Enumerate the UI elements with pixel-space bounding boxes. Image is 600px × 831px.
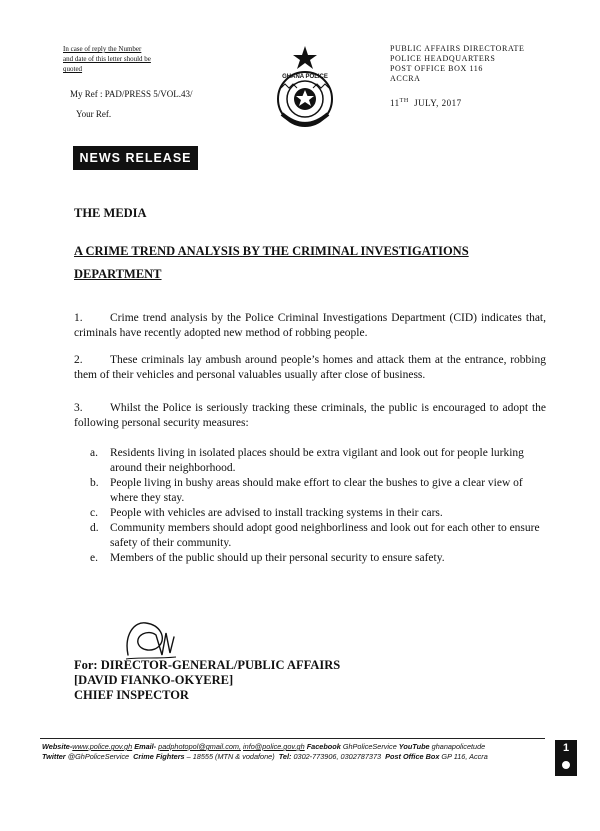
list-marker: d. <box>90 522 99 534</box>
page-number: 1 <box>562 742 570 754</box>
headquarters-address <box>390 44 524 84</box>
list-item-text: Members of the public should up their personal security to ensure safety. <box>110 552 445 564</box>
page-number-tab <box>555 740 577 776</box>
youtube-label: YouTube <box>398 742 430 751</box>
po-box-value: GP 116, Accra <box>441 752 488 761</box>
crime-fighters-number: – 18555 (MTN & vodafone) <box>186 752 275 761</box>
paragraph-number: 3. <box>74 402 83 414</box>
list-marker: b. <box>90 477 99 489</box>
facebook-label: Facebook <box>306 742 341 751</box>
email-label: Email- <box>134 742 157 751</box>
paragraph <box>74 311 546 341</box>
signatory-rank: CHIEF INSPECTOR <box>74 688 189 702</box>
list-marker: e. <box>90 552 98 564</box>
list-item <box>90 476 545 506</box>
date-month-year: JULY, 2017 <box>414 98 462 108</box>
crime-fighters-label: Crime Fighters <box>133 752 185 761</box>
address-line: PUBLIC AFFAIRS DIRECTORATE <box>390 44 525 53</box>
list-item <box>90 506 545 521</box>
signatory-name: [DAVID FIANKO-OKYERE] <box>74 673 234 687</box>
reference-note: In case of reply the Number and date of this letter should be quoted <box>63 45 151 73</box>
contact-footer <box>42 742 550 762</box>
paragraph <box>74 353 546 383</box>
website-link[interactable]: www.police.gov.gh <box>72 742 133 751</box>
list-marker: a. <box>90 447 98 459</box>
po-box-label: Post Office Box <box>385 752 440 761</box>
paragraph-text: These criminals lay ambush around people’s homes and attack them at the entrance, robbing them of their vehicles and personal valuables usually after close of business. <box>74 354 546 381</box>
list-item-text: People living in bushy areas should make effort to clear the bushes to give a clear view of where they stay. <box>110 477 523 504</box>
your-reference: Your Ref. <box>76 109 112 119</box>
paragraph-number: 2. <box>74 354 83 366</box>
website-label: Website- <box>42 742 73 751</box>
telephone-label: Tel: <box>278 752 292 761</box>
signatory-for-line: For: DIRECTOR-GENERAL/PUBLIC AFFAIRS <box>74 658 341 672</box>
ghana-police-crest-icon <box>262 44 348 130</box>
list-item <box>90 521 545 551</box>
facebook-handle: GhPoliceService <box>342 742 397 751</box>
paragraph-text: Crime trend analysis by the Police Criminal Investigations Department (CID) indicates that, criminals have recently adopted new method of robbing people. <box>74 312 546 339</box>
paragraph-text: Whilst the Police is seriously tracking these criminals, the public is encouraged to adopt the following personal security measures: <box>74 402 546 429</box>
list-item-text: People with vehicles are advised to install tracking systems in their cars. <box>110 507 443 519</box>
date-suffix: TH <box>399 98 409 104</box>
list-item-text: Community members should adopt good neighborliness and look out for each other to ensure safety of their community. <box>110 522 540 549</box>
email-link[interactable]: info@police.gov.gh <box>243 742 305 751</box>
twitter-label: Twitter <box>42 752 66 761</box>
my-reference: My Ref : PAD/PRESS 5/VOL.43/ <box>70 89 193 99</box>
footer-divider <box>40 738 545 739</box>
list-item <box>90 551 545 566</box>
release-subject: A CRIME TREND ANALYSIS BY THE CRIMINAL INVESTIGATIONS DEPARTMENT <box>74 244 469 281</box>
address-line: POLICE HEADQUARTERS <box>390 54 496 63</box>
paragraph-number: 1. <box>74 312 83 324</box>
telephone-numbers: 0302-773906, 0302787373 <box>293 752 382 761</box>
list-item-text: Residents living in isolated places should be extra vigilant and look out for people lurking around their neighborhood. <box>110 447 524 474</box>
svg-text:GHANA POLICE: GHANA POLICE <box>282 74 328 80</box>
address-line: POST OFFICE BOX 116 <box>390 64 483 73</box>
twitter-handle: @GhPoliceService <box>67 752 130 761</box>
address-line: ACCRA <box>390 74 421 83</box>
signatory-block <box>74 658 340 703</box>
list-item <box>90 446 545 476</box>
paragraph <box>74 401 546 431</box>
news-release-label: NEWS RELEASE <box>73 146 198 170</box>
addressee: THE MEDIA <box>74 206 147 220</box>
email-link[interactable]: padphotopol@gmail.com, <box>158 742 242 751</box>
date-day: 11 <box>390 98 400 108</box>
youtube-handle: ghanapolicetude <box>431 742 486 751</box>
handwritten-signature <box>120 615 180 663</box>
page-tab-dot-icon <box>562 761 570 769</box>
list-marker: c. <box>90 507 98 519</box>
release-date <box>390 98 462 108</box>
security-measures-list <box>90 446 545 566</box>
